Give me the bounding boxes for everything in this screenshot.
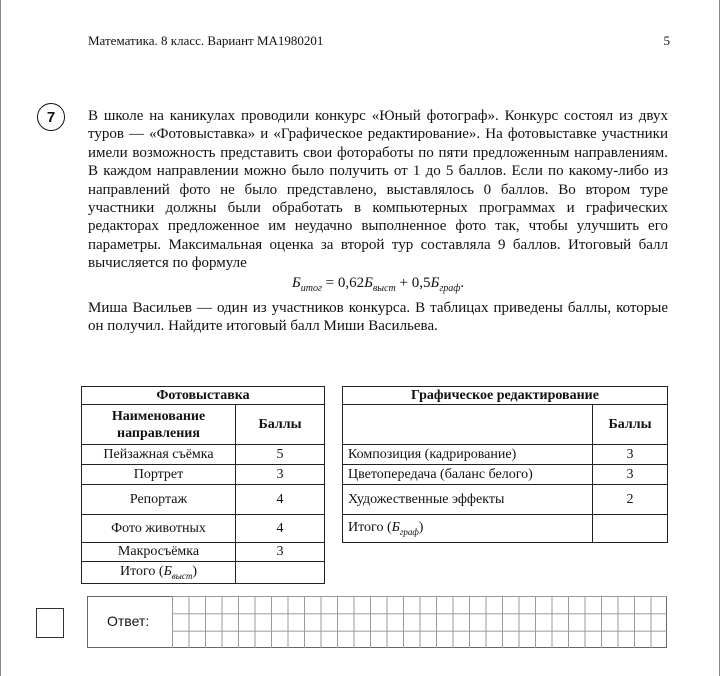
photo-row-score: 5	[236, 445, 325, 465]
page-border-left	[0, 0, 1, 676]
formula-eq: =	[321, 274, 338, 291]
graph-col-name-header	[343, 405, 593, 445]
formula-coef-2: 0,5	[411, 274, 431, 291]
photo-total-var: Б	[163, 564, 172, 580]
table-row	[343, 515, 668, 543]
formula-term-1-sub: выст	[372, 282, 396, 294]
formula-term-1: Б	[364, 274, 373, 291]
graph-row-name: Цветопередача (баланс белого)	[343, 465, 593, 485]
graph-col-score-header: Баллы	[593, 405, 668, 445]
photo-row-name: Портрет	[82, 465, 236, 485]
graph-total-sub: граф	[399, 526, 419, 537]
photo-col-score-header: Баллы	[236, 405, 325, 445]
table-row	[343, 465, 668, 485]
answer-label: Ответ:	[107, 613, 150, 629]
photo-row-score: 3	[236, 465, 325, 485]
answer-grid-field[interactable]	[172, 596, 667, 648]
graph-total-value[interactable]	[593, 515, 668, 543]
graph-total-var: Б	[391, 520, 400, 536]
score-formula	[88, 274, 668, 298]
task-paragraph-2: Миша Васильев — один из участников конкурса. В таблицах приведены баллы, которые он получил. Найдите итоговый балл Миши Васильева.	[88, 300, 668, 335]
task-number: 7	[46, 108, 56, 126]
photo-total-sub: выст	[171, 570, 193, 581]
formula-plus: +	[395, 274, 412, 291]
graph-row-name: Художественные эффекты	[343, 485, 593, 515]
task-paragraph-1: В школе на каникулах проводили конкурс «Юный фотограф». Конкурс состоял из двух туров — «Фотовыставка» и «Графическое редактирование». На фотовыставке участники имели возможность представить свои фотоработы по пяти предложенным направлениям. В каждом направлении можно было получить от 1 до 5 баллов. Если по какому-либо из направлений фото не было представлено, выставлялось 0 баллов. Во втором туре участники должны были обработать в компьютерных программах и графических редакторах предложенное им неудачно выполненное фото так, чтобы улучшить его параметры. Максимальная оценка за второй тур составляла 9 баллов. Итоговый балл вычисляется по формуле	[88, 108, 668, 272]
table-row	[82, 485, 325, 515]
table-row	[82, 515, 325, 543]
graph-total-close: )	[418, 520, 424, 536]
formula-lhs: Б	[291, 274, 301, 291]
photo-row-name: Репортаж	[82, 485, 236, 515]
photo-row-score: 3	[236, 543, 325, 562]
photo-row-score: 4	[236, 485, 325, 515]
photo-row-name: Макросъёмка	[82, 543, 236, 562]
photo-exhibition-table	[81, 386, 325, 584]
photo-total-label	[82, 562, 236, 584]
graph-table-title: Графическое редактирование	[343, 387, 668, 405]
photo-table-title: Фотовыставка	[82, 387, 325, 405]
graph-row-score: 3	[593, 445, 668, 465]
table-row	[82, 543, 325, 562]
formula-lhs-sub: итог	[300, 282, 322, 294]
page-header-title: Математика. 8 класс. Вариант МА1980201	[88, 33, 324, 48]
formula-term-2-sub: граф	[439, 282, 461, 294]
graph-row-score: 3	[593, 465, 668, 485]
task-statement	[88, 107, 668, 336]
photo-total-value[interactable]	[236, 562, 325, 584]
photo-row-name: Фото животных	[82, 515, 236, 543]
photo-col-name-header: Наименование направления	[82, 405, 236, 445]
graph-total-label	[343, 515, 593, 543]
table-row	[82, 445, 325, 465]
formula-term-2: Б	[430, 274, 440, 291]
photo-row-score: 4	[236, 515, 325, 543]
formula-coef-1: 0,62	[337, 274, 365, 291]
graph-row-name: Композиция (кадрирование)	[343, 445, 593, 465]
photo-total-text: Итого (	[119, 564, 164, 580]
graph-row-score: 2	[593, 485, 668, 515]
page-number: 5	[663, 33, 670, 48]
table-row	[343, 445, 668, 465]
answer-check-box[interactable]	[36, 608, 64, 638]
photo-row-name: Пейзажная съёмка	[82, 445, 236, 465]
task-number-badge	[37, 103, 65, 131]
photo-total-close: )	[192, 564, 198, 580]
table-row	[82, 562, 325, 584]
graph-total-text: Итого (	[348, 520, 392, 536]
table-row	[343, 485, 668, 515]
graphic-editing-table	[342, 386, 668, 543]
formula-end: .	[460, 274, 465, 291]
table-row	[82, 465, 325, 485]
